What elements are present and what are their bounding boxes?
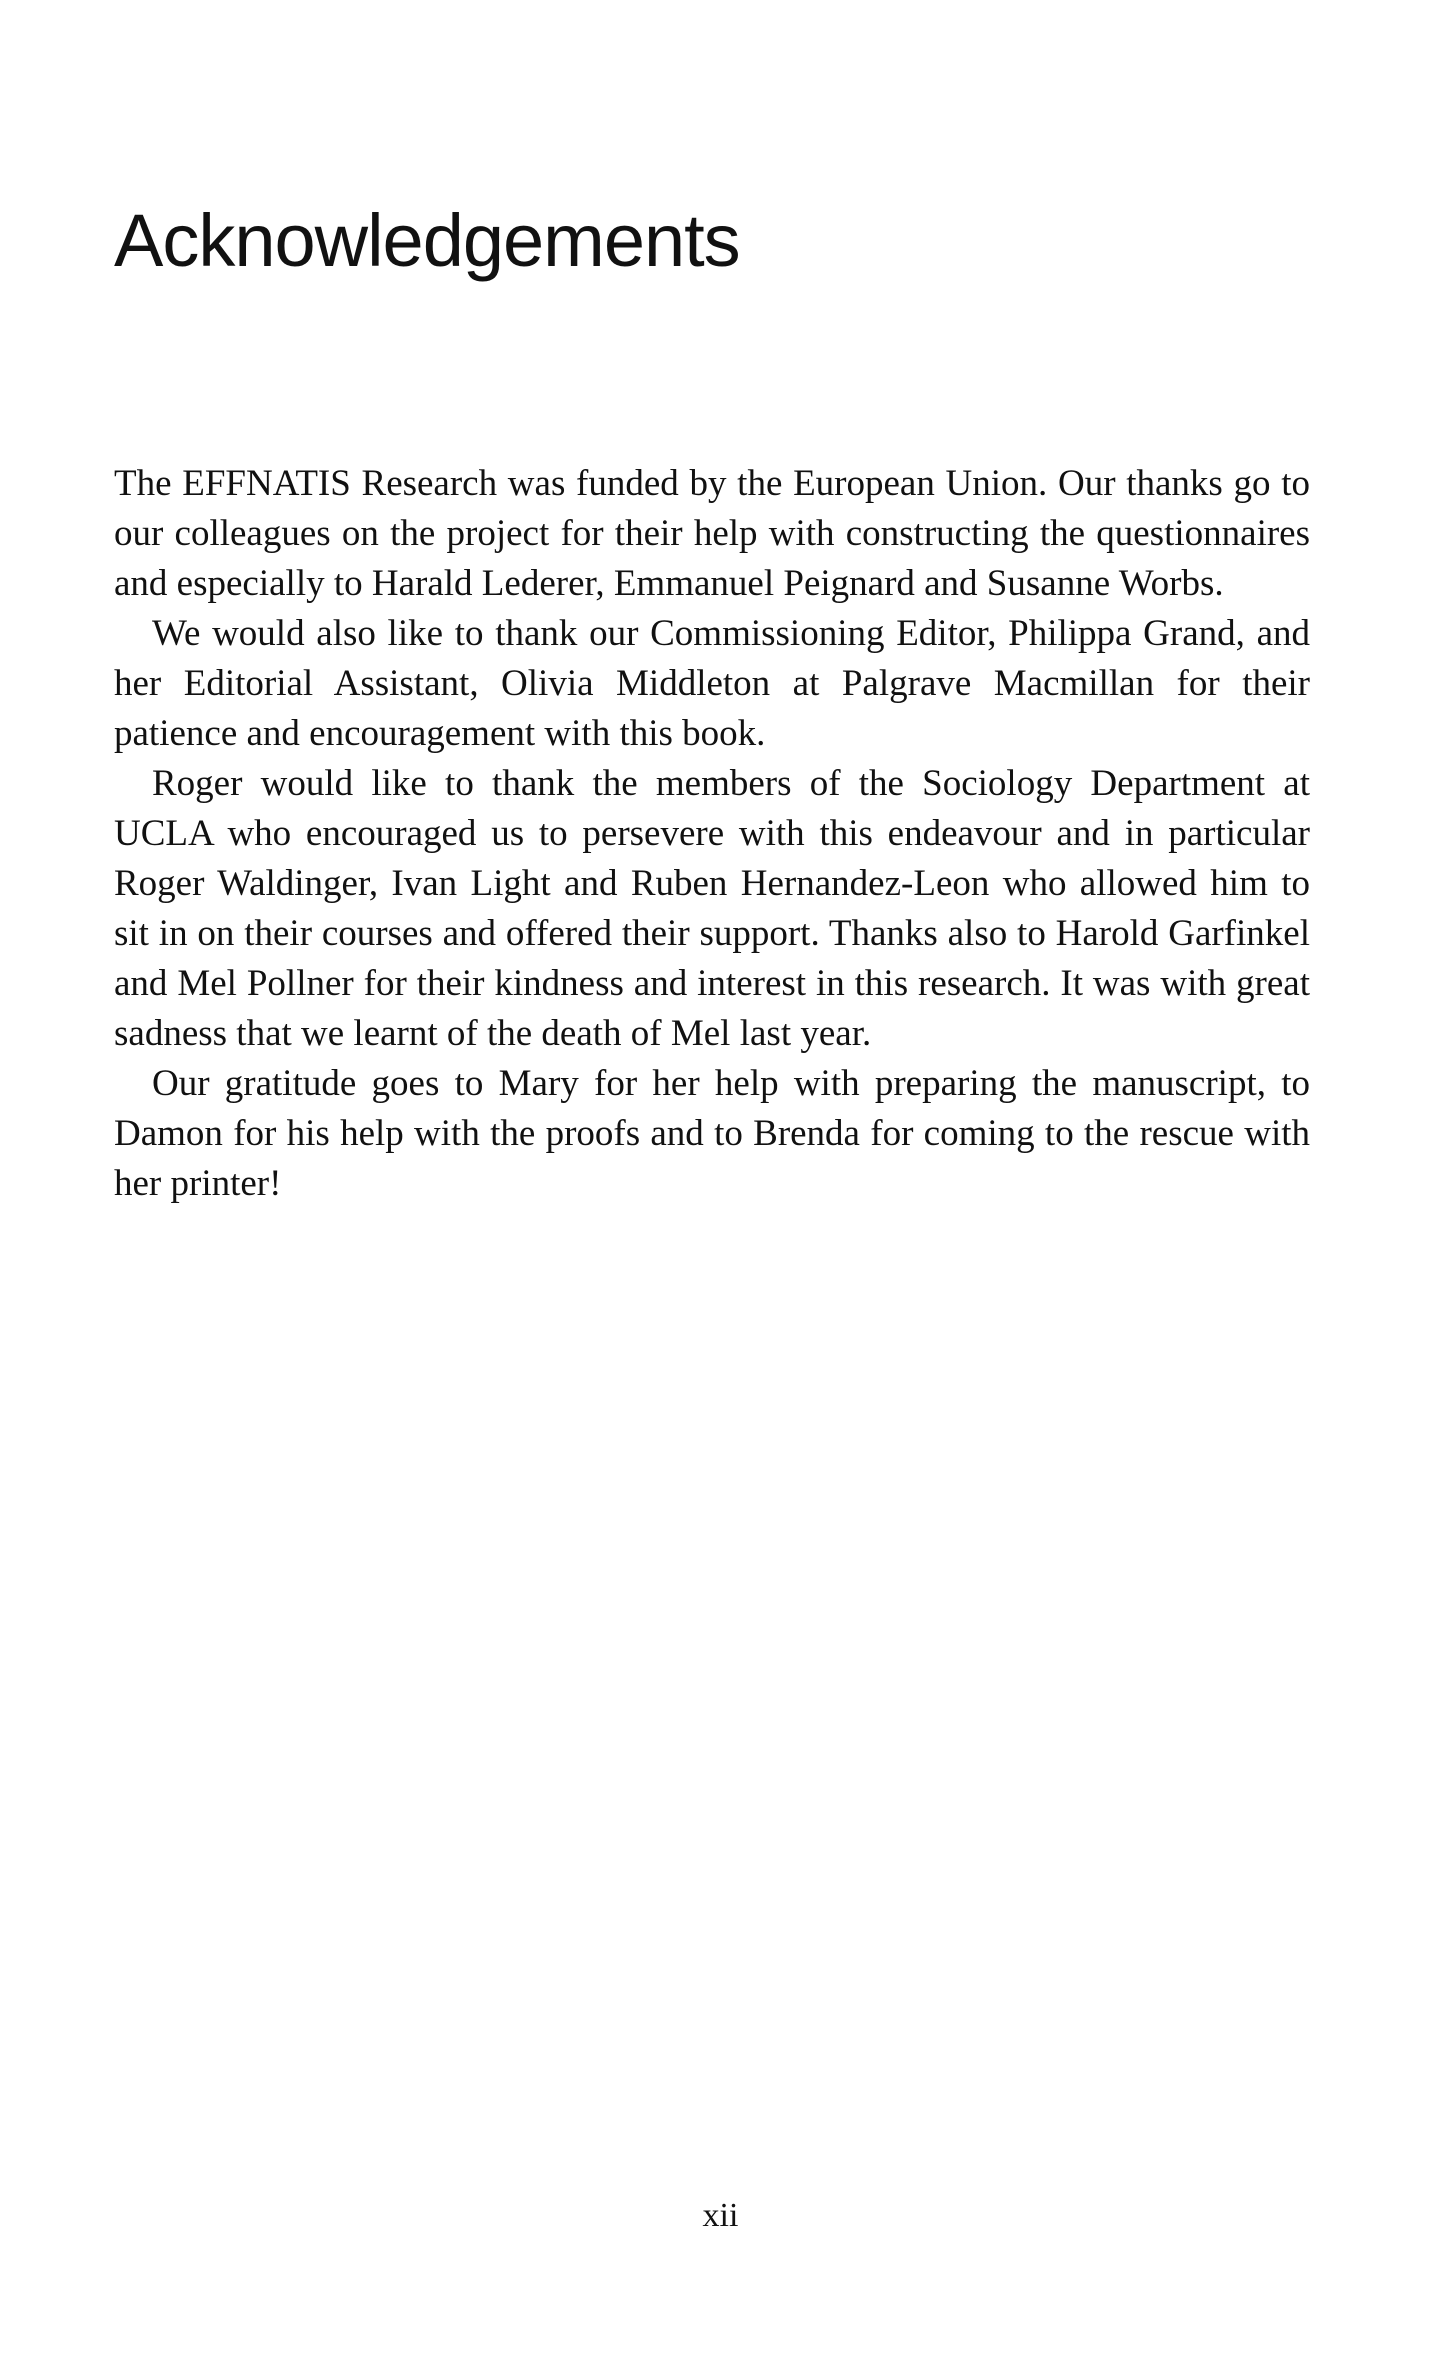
paragraph-gratitude: Our gratitude goes to Mary for her help with preparing the manuscript, to Damon for his help with the proofs and to Brenda for coming to the rescue with her printer!: [114, 1063, 1310, 1204]
paragraph-ucla: Roger would like to thank the members of the Sociology Department at UCLA who encouraged us to persevere with this endeavour and in particular Roger Waldinger, Ivan Light and Ruben Hernandez-Leon who allowed him to sit in on their courses and offered their support. Thanks also to Harold Garfinkel and Mel Pollner for their kindness and interest in this research. It was with great sadness that we learnt of the death of Mel last year.: [114, 763, 1310, 1054]
page-title: Acknowledgements: [114, 199, 740, 282]
paragraph-editors: We would also like to thank our Commissioning Editor, Philippa Grand, and her Editorial Assistant, Olivia Middleton at Palgrave Macmillan for their patience and encouragement with this book.: [114, 613, 1310, 754]
acknowledgements-body: [114, 459, 1310, 1209]
paragraph-funding: The EFFNATIS Research was funded by the European Union. Our thanks go to our colleagues on the project for their help with constructing the questionnaires and especially to Harald Lederer, Emmanuel Peignard and Susanne Worbs.: [114, 463, 1310, 604]
page-number: xii: [702, 2197, 739, 2234]
